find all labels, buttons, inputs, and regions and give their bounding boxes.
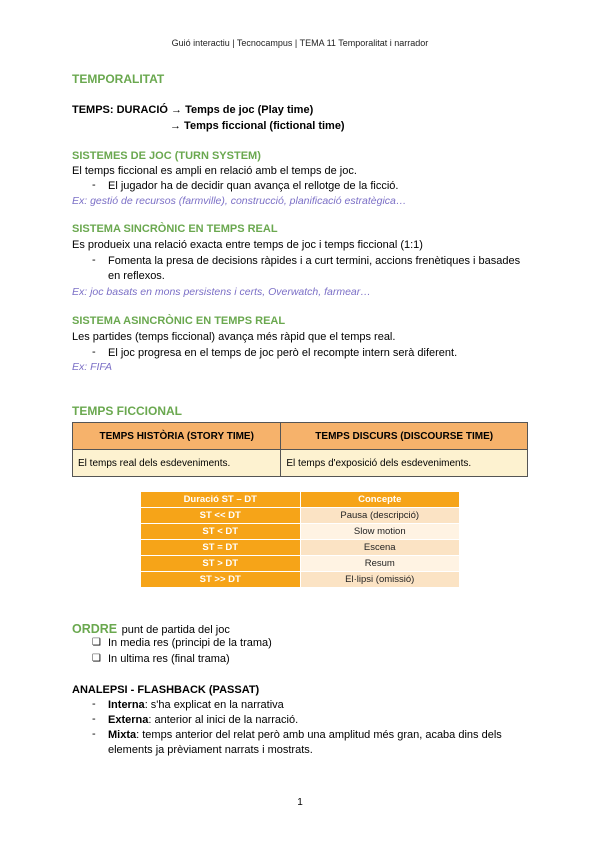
ordre-subtitle: punt de partida del joc (121, 624, 230, 636)
sincronic-bullet: Fomenta la presa de decisions ràpides i a curt termini, accions frenètiques i basades en reflexos. (108, 255, 521, 282)
dash-bullet: - (92, 698, 96, 710)
checkbox-icon: ❏ (92, 637, 101, 648)
table-header-story: TEMPS HISTÒRIA (STORY TIME) (73, 423, 281, 450)
dash-bullet: - (92, 728, 96, 740)
sincronic-example: Ex: joc basats en mons persistens i certs, Overwatch, farmear… (72, 286, 371, 298)
analepsi-heading: ANALEPSI - FLASHBACK (PASSAT) (72, 684, 260, 696)
analepsi-term: Externa (108, 714, 149, 726)
duracio-value: Resum (300, 556, 460, 572)
dash-bullet: - (92, 346, 96, 358)
analepsi-item-interna (108, 698, 284, 712)
temps-label: TEMPS: DURACIÓ (72, 104, 168, 116)
duracio-key: ST >> DT (141, 572, 301, 588)
table-cell-discourse: El temps d'exposició dels esdeveniments. (281, 450, 528, 477)
duracio-table (140, 491, 460, 588)
analepsi-text: : temps anterior del relat però amb una amplitud més gran, acaba dins dels elements ja prèviament narrats i mostrats. (108, 729, 502, 756)
sistemes-joc-heading: SISTEMES DE JOC (TURN SYSTEM) (72, 150, 261, 162)
dash-bullet: - (92, 713, 96, 725)
temps-line2: → Temps ficcional (fictional time) (170, 120, 345, 132)
analepsi-term: Mixta (108, 729, 137, 741)
dash-bullet: - (92, 254, 96, 266)
table-header-discourse: TEMPS DISCURS (DISCOURSE TIME) (281, 423, 528, 450)
page-header: Guió interactiu | Tecnocampus | TEMA 11 Temporalitat i narrador (171, 38, 429, 48)
temps-duracio (72, 103, 313, 117)
analepsi-text: : anterior al inici de la narració. (148, 714, 299, 726)
analepsi-item-mixta (108, 728, 528, 758)
sistemes-joc-example: Ex: gestió de recursos (farmville), construcció, planificació estratègica… (72, 195, 407, 207)
page-number: 1 (297, 797, 303, 808)
analepsi-item-externa (108, 713, 298, 727)
temps-ficcional-heading: TEMPS FICCIONAL (72, 404, 182, 418)
temps-ficcional-table (72, 422, 528, 477)
analepsi-term: Interna (108, 699, 145, 711)
duracio-value: Slow motion (300, 524, 460, 540)
sistemes-joc-text: El temps ficcional es ampli en relació amb el temps de joc. (72, 165, 357, 177)
duracio-header: Duració ST – DT (141, 492, 301, 508)
duracio-key: ST < DT (141, 524, 301, 540)
duracio-key: ST << DT (141, 508, 301, 524)
ordre-heading: ORDRE (72, 622, 118, 636)
analepsi-text: : s'ha explicat en la narrativa (144, 699, 284, 711)
duracio-value: Escena (300, 540, 460, 556)
ordre-item: In media res (principi de la trama) (108, 637, 272, 649)
duracio-key: ST > DT (141, 556, 301, 572)
ordre-item: In ultima res (final trama) (108, 653, 230, 665)
section-title-temporalitat: TEMPORALITAT (72, 72, 165, 86)
duracio-key: ST = DT (141, 540, 301, 556)
dash-bullet: - (92, 179, 96, 191)
sincronic-text: Es produeix una relació exacta entre temps de joc i temps ficcional (1:1) (72, 239, 423, 251)
concepte-header: Concepte (300, 492, 460, 508)
asincronic-text: Les partides (temps ficcional) avança més ràpid que el temps real. (72, 331, 396, 343)
sincronic-heading: SISTEMA SINCRÒNIC EN TEMPS REAL (72, 223, 278, 235)
asincronic-example: Ex: FIFA (72, 361, 113, 373)
sistemes-joc-bullet: El jugador ha de decidir quan avança el rellotge de la ficció. (108, 180, 399, 192)
table-cell-story: El temps real dels esdeveniments. (73, 450, 281, 477)
asincronic-bullet: El joc progresa en el temps de joc però el recompte intern serà diferent. (108, 347, 458, 359)
duracio-value: El·lipsi (omissió) (300, 572, 460, 588)
temps-line1: → Temps de joc (Play time) (171, 104, 314, 116)
asincronic-heading: SISTEMA ASINCRÒNIC EN TEMPS REAL (72, 315, 286, 327)
duracio-value: Pausa (descripció) (300, 508, 460, 524)
checkbox-icon: ❏ (92, 653, 101, 664)
